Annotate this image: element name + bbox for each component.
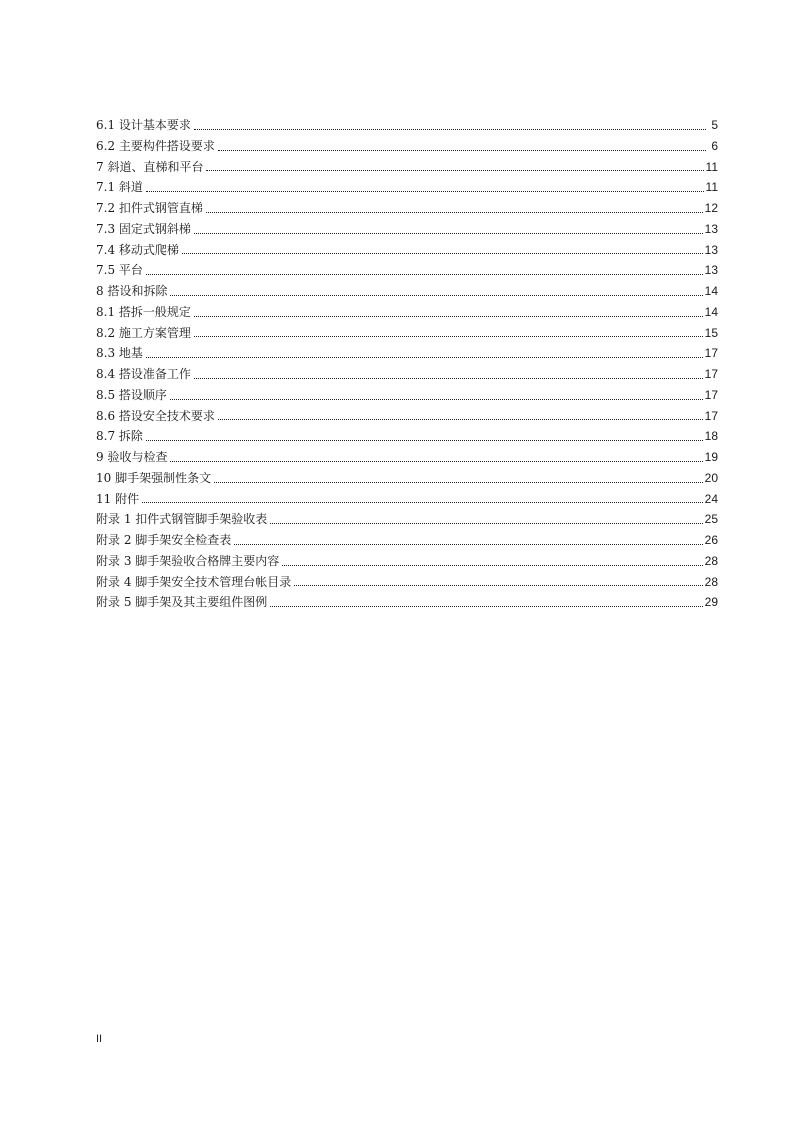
toc-entry[interactable] — [96, 530, 718, 551]
toc-entry-page: 17 — [704, 367, 718, 381]
toc-entry-page: 11 — [705, 180, 718, 195]
toc-entry-page: 13 — [704, 242, 718, 257]
toc-entry[interactable] — [96, 592, 718, 613]
toc-dot-leader — [194, 129, 706, 130]
toc-dot-leader — [146, 191, 704, 192]
toc-entry[interactable] — [96, 572, 718, 593]
toc-dot-leader — [170, 295, 702, 296]
toc-dot-leader — [146, 274, 703, 275]
toc-entry-title: 8.5 搭设顺序 — [96, 387, 167, 402]
toc-dot-leader — [206, 170, 703, 171]
toc-entry-title: 8.3 地基 — [96, 346, 143, 361]
toc-entry[interactable] — [96, 364, 718, 385]
toc-entry[interactable] — [96, 385, 718, 406]
toc-entry[interactable] — [96, 157, 718, 178]
toc-dot-leader — [282, 565, 702, 566]
toc-entry-title: 8.6 搭设安全技术要求 — [96, 408, 215, 423]
page-number: II — [96, 1033, 103, 1045]
toc-entry-page: 5 — [711, 118, 718, 132]
toc-entry-page: 18 — [704, 429, 718, 444]
toc-entry[interactable] — [96, 343, 718, 364]
toc-entry-page: 17 — [704, 387, 718, 402]
toc-entry[interactable] — [96, 198, 718, 219]
toc-entry-title: 11 附件 — [96, 491, 140, 506]
toc-entry-title: 8.4 搭设准备工作 — [96, 367, 191, 381]
toc-entry-title: 6.2 主要构件搭设要求 — [96, 138, 215, 153]
toc-entry[interactable] — [96, 302, 718, 323]
toc-dot-leader — [194, 336, 703, 337]
toc-entry-title: 6.1 设计基本要求 — [96, 118, 191, 132]
toc-entry-page: 17 — [704, 408, 718, 423]
toc-entry-page: 26 — [704, 533, 718, 547]
toc-entry-title: 9 验收与检查 — [96, 450, 168, 464]
toc-dot-leader — [170, 399, 703, 400]
toc-entry-title: 附录 4 脚手架安全技术管理台帐目录 — [96, 574, 292, 589]
toc-entry[interactable] — [96, 136, 718, 157]
toc-entry[interactable] — [96, 219, 718, 240]
toc-entry-page: 6 — [711, 138, 718, 153]
toc-dot-leader — [294, 585, 702, 586]
toc-entry-page: 13 — [704, 221, 718, 236]
toc-entry-title: 附录 2 脚手架安全检查表 — [96, 533, 232, 547]
toc-entry-page: 19 — [704, 450, 718, 464]
toc-entry-page: 17 — [704, 346, 718, 361]
toc-entry-title: 附录 5 脚手架及其主要组件图例 — [96, 595, 268, 610]
toc-entry-title: 附录 3 脚手架验收合格牌主要内容 — [96, 553, 280, 568]
toc-entry-title: 8.7 拆除 — [96, 429, 143, 444]
toc-entry-page: 14 — [704, 284, 718, 298]
toc-entry-title: 7 斜道、直梯和平台 — [96, 159, 204, 174]
toc-entry[interactable] — [96, 447, 718, 468]
toc-entry-title: 10 脚手架强制性条文 — [96, 470, 212, 485]
toc-entry-page: 24 — [704, 491, 718, 506]
toc-dot-leader — [142, 502, 703, 503]
toc-entry-title: 8.1 搭拆一般规定 — [96, 304, 191, 319]
toc-dot-leader — [194, 316, 703, 317]
toc-dot-leader — [146, 357, 703, 358]
toc-entry-title: 7.2 扣件式钢管直梯 — [96, 201, 203, 215]
toc-entry[interactable] — [96, 240, 718, 261]
toc-entry-title: 7.5 平台 — [96, 263, 143, 278]
toc-entry-page: 14 — [704, 304, 718, 319]
toc-entry[interactable] — [96, 281, 718, 302]
toc-dot-leader — [194, 233, 703, 234]
toc-entry[interactable] — [96, 509, 718, 530]
toc-entry[interactable] — [96, 426, 718, 447]
toc-entry-page: 12 — [704, 201, 718, 215]
toc-dot-leader — [218, 419, 703, 420]
toc-entry-page: 25 — [704, 512, 718, 527]
toc-entry[interactable] — [96, 406, 718, 427]
toc-entry-title: 8 搭设和拆除 — [96, 284, 168, 298]
toc-entry[interactable] — [96, 489, 718, 510]
toc-entry-page: 13 — [704, 263, 718, 278]
toc-entry[interactable] — [96, 177, 718, 198]
table-of-contents — [96, 115, 718, 613]
toc-entry-title: 7.1 斜道 — [96, 180, 143, 195]
toc-entry[interactable] — [96, 260, 718, 281]
toc-entry[interactable] — [96, 468, 718, 489]
toc-entry-title: 7.3 固定式钢斜梯 — [96, 221, 191, 236]
toc-entry[interactable] — [96, 551, 718, 572]
toc-dot-leader — [270, 523, 702, 524]
toc-entry-page: 15 — [704, 325, 718, 340]
toc-dot-leader — [218, 150, 706, 151]
toc-entry-page: 28 — [704, 553, 718, 568]
toc-dot-leader — [270, 606, 702, 607]
toc-entry-title: 8.2 施工方案管理 — [96, 325, 191, 340]
toc-entry-page: 20 — [704, 470, 718, 485]
toc-dot-leader — [194, 378, 703, 379]
toc-entry[interactable] — [96, 323, 718, 344]
toc-entry[interactable] — [96, 115, 718, 136]
toc-dot-leader — [234, 544, 702, 545]
toc-dot-leader — [182, 253, 703, 254]
toc-dot-leader — [214, 482, 703, 483]
toc-dot-leader — [206, 212, 703, 213]
toc-entry-page: 29 — [704, 595, 718, 610]
toc-entry-title: 7.4 移动式爬梯 — [96, 242, 179, 257]
toc-entry-page: 11 — [705, 159, 718, 174]
toc-entry-title: 附录 1 扣件式钢管脚手架验收表 — [96, 512, 268, 527]
toc-dot-leader — [146, 440, 703, 441]
toc-dot-leader — [170, 461, 702, 462]
toc-entry-page: 28 — [704, 574, 718, 589]
